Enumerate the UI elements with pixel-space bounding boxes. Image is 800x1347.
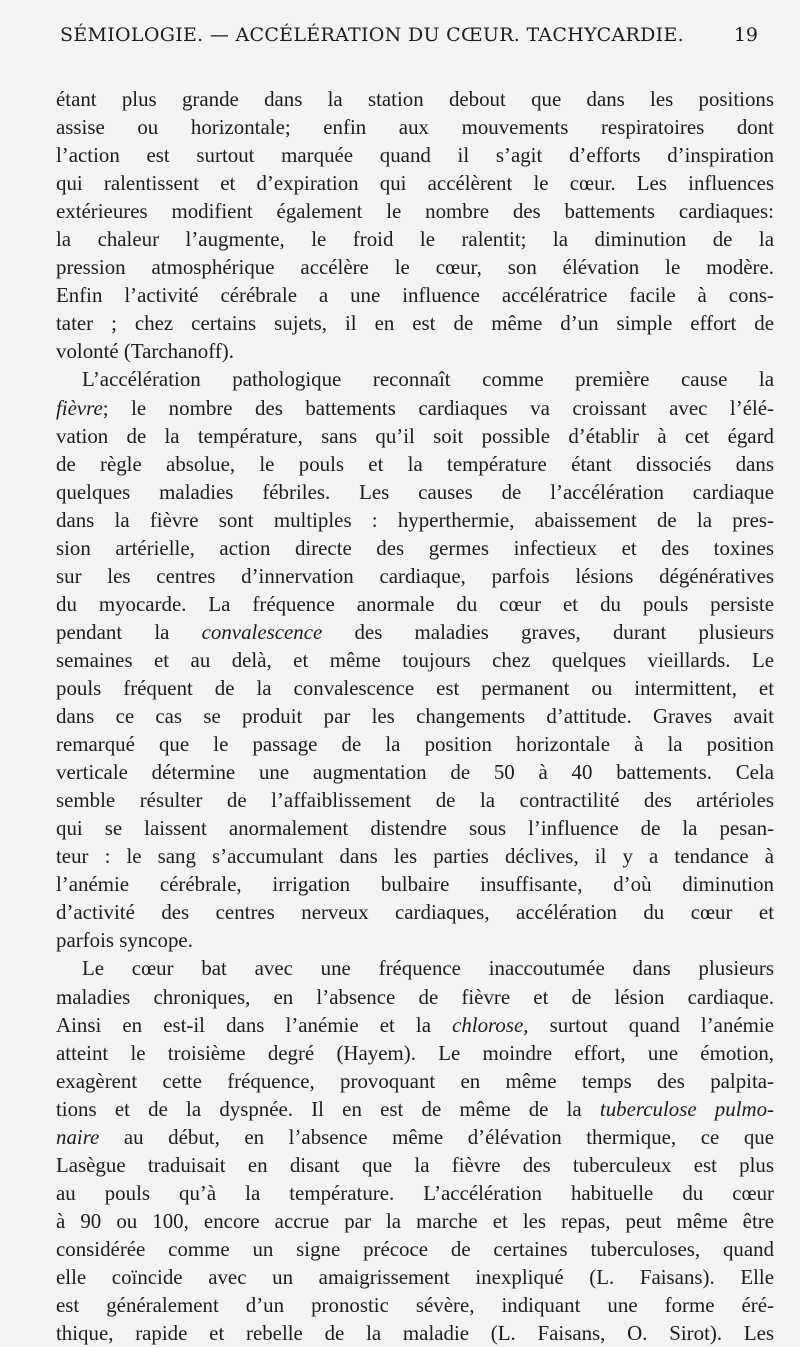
text-line: qui se laissent anormalement distendre sous l’influence de la pesan- xyxy=(56,816,774,841)
text-line: verticale détermine une augmentation de 50 à 40 battements. Cela xyxy=(56,760,774,785)
text-line: Ainsi en est-il dans l’anémie et la chlorose, surtout quand l’anémie xyxy=(56,1012,774,1037)
text-line: elle coïncide avec un amaigrissement inexpliqué (L. Faisans). Elle xyxy=(56,1264,774,1289)
text-line: sion artérielle, action directe des germes infectieux et des toxines xyxy=(56,535,774,560)
text-line: pendant la convalescence des maladies graves, durant plusieurs xyxy=(56,619,774,644)
text-line: pression atmosphérique accélère le cœur, son élévation le modère. xyxy=(56,255,774,280)
text-line: maladies chroniques, en l’absence de fièvre et de lésion cardiaque. xyxy=(56,984,774,1009)
text-line: du myocarde. La fréquence anormale du cœur et du pouls persiste xyxy=(56,591,774,616)
text-line: naire au début, en l’absence même d’élévation thermique, ce que xyxy=(56,1124,774,1149)
text-line: d’activité des centres nerveux cardiaques, accélération du cœur et xyxy=(56,900,774,925)
page-header xyxy=(60,24,758,64)
text-line: au pouls qu’à la température. L’accélération habituelle du cœur xyxy=(56,1180,774,1205)
text-line: pouls fréquent de la convalescence est permanent ou intermittent, et xyxy=(56,675,774,700)
text-line: sur les centres d’innervation cardiaque, parfois lésions dégénératives xyxy=(56,563,774,588)
text-line: dans la fièvre sont multiples : hyperthermie, abaissement de la pres- xyxy=(56,507,774,532)
page-number: 19 xyxy=(733,24,758,46)
text-line: assise ou horizontale; enfin aux mouvements respiratoires dont xyxy=(56,115,774,140)
text-line: considérée comme un signe précoce de certaines tuberculoses, quand xyxy=(56,1236,774,1261)
text-line: Le cœur bat avec une fréquence inaccoutumée dans plusieurs xyxy=(82,956,774,981)
text-line: l’action est surtout marquée quand il s’agit d’efforts d’inspiration xyxy=(56,143,774,168)
text-line: Enfin l’activité cérébrale a une influence accélératrice facile à cons- xyxy=(56,283,774,308)
text-line: qui ralentissent et d’expiration qui accélèrent le cœur. Les influences xyxy=(56,171,774,196)
text-line: thique, rapide et rebelle de la maladie (L. Faisans, O. Sirot). Les xyxy=(56,1321,774,1346)
text-line: la chaleur l’augmente, le froid le ralentit; la diminution de la xyxy=(56,227,774,252)
text-line: tions et de la dyspnée. Il en est de même de la tuberculose pulmo- xyxy=(56,1096,774,1121)
text-line: vation de la température, sans qu’il soit possible d’établir à cet égard xyxy=(56,423,774,448)
text-line: exagèrent cette fréquence, provoquant en même temps des palpita- xyxy=(56,1068,774,1093)
text-line: tater ; chez certains sujets, il en est de même d’un simple effort de xyxy=(56,311,774,336)
text-line: dans ce cas se produit par les changements d’attitude. Graves avait xyxy=(56,704,774,729)
text-line: parfois syncope. xyxy=(56,928,193,953)
text-line: l’anémie cérébrale, irrigation bulbaire insuffisante, d’où diminution xyxy=(56,872,774,897)
text-line: fièvre; le nombre des battements cardiaques va croissant avec l’élé- xyxy=(56,395,774,420)
text-line: teur : le sang s’accumulant dans les parties déclives, il y a tendance à xyxy=(56,844,774,869)
text-line: quelques maladies fébriles. Les causes de l’accélération cardiaque xyxy=(56,479,774,504)
text-line: volonté (Tarchanoff). xyxy=(56,339,234,364)
text-line: à 90 ou 100, encore accrue par la marche et les repas, peut même être xyxy=(56,1208,774,1233)
running-title: SÉMIOLOGIE. — ACCÉLÉRATION DU CŒUR. TACHYCARDIE. xyxy=(60,24,684,46)
text-line: atteint le troisième degré (Hayem). Le moindre effort, une émotion, xyxy=(56,1040,774,1065)
text-line: L’accélération pathologique reconnaît comme première cause la xyxy=(82,367,774,392)
text-line: est généralement d’un pronostic sévère, indiquant une forme éré- xyxy=(56,1293,774,1318)
text-line: semble résulter de l’affaiblissement de la contractilité des artérioles xyxy=(56,788,774,813)
text-line: remarqué que le passage de la position horizontale à la position xyxy=(56,732,774,757)
text-line: Lasègue traduisait en disant que la fièvre des tuberculeux est plus xyxy=(56,1152,774,1177)
text-line: semaines et au delà, et même toujours chez quelques vieillards. Le xyxy=(56,647,774,672)
text-line: de règle absolue, le pouls et la température étant dissociés dans xyxy=(56,451,774,476)
text-line: étant plus grande dans la station debout que dans les positions xyxy=(56,87,774,111)
text-body xyxy=(56,85,774,1347)
text-line: extérieures modifient également le nombre des battements cardiaques: xyxy=(56,199,774,224)
